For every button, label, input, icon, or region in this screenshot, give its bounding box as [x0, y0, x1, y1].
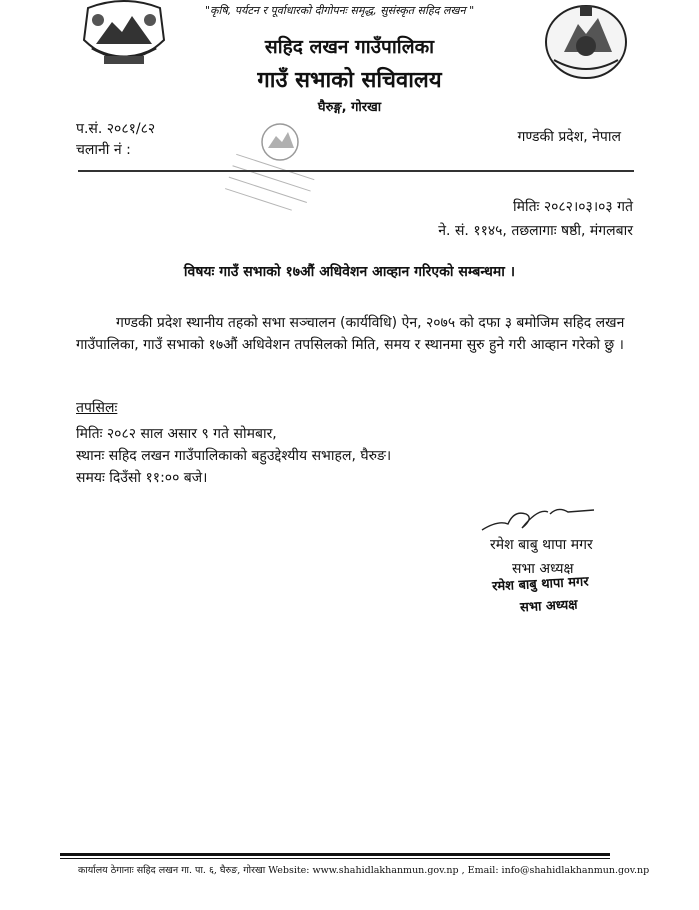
- details-time: समयः दिउँसो ११:०० बजे।: [76, 470, 208, 486]
- letter-body-text: गण्डकी प्रदेश स्थानीय तहको सभा सञ्चालन (कार्यविधि) ऐन, २०७५ को दफा ३ बमोजिम सहिद लखन गाउँपालिका, गाउँ सभाको १७औं अधिवेशन तपसिलको मिति, समय र स्थानमा सुरु हुने गरी आव्हान गरेको छु ।: [76, 315, 625, 353]
- slogan: "कृषि, पर्यटन र पूर्वाधारको दीगोपनः समृद्ध, सुसंस्कृत सहिद लखन ": [205, 4, 475, 17]
- details-venue: स्थानः सहिद लखन गाउँपालिकाको बहुउद्देश्यीय सभाहल, घैरुङ।: [76, 448, 392, 464]
- date-nepal-sambat: ने. सं. ११४५, तछलागाः षष्ठी, मंगलबार: [438, 223, 633, 239]
- office-address: घैरुङ्ग, गोरखा: [317, 100, 382, 115]
- province-label: गण्डकी प्रदेश, नेपाल: [517, 129, 621, 145]
- details-heading: तपसिलः: [76, 400, 118, 416]
- signatory-stamp-title: सभा अध्यक्ष: [519, 597, 578, 616]
- date-bikram-sambat: मितिः २०८२।०३।०३ गते: [512, 199, 633, 215]
- footer-divider: [60, 853, 610, 856]
- footer-divider-thin: [60, 858, 610, 859]
- letter-body: [76, 312, 632, 356]
- details-date: मितिः २०८२ साल असार ९ गते सोमबार,: [76, 426, 277, 442]
- header-divider: [78, 170, 634, 172]
- office-stamp-icon: [220, 120, 320, 216]
- office-name: गाउँ सभाको सचिवालय: [257, 68, 442, 93]
- signatory-stamp-name: रमेश बाबु थापा मगर: [491, 574, 589, 595]
- signer-title: सभा अध्यक्ष: [512, 561, 574, 577]
- signer-name: रमेश बाबु थापा मगर: [490, 537, 593, 553]
- letter-subject: विषयः गाउँ सभाको १७औं अधिवेशन आव्हान गरिएको सम्बन्धमा ।: [183, 264, 516, 280]
- footer-contact: कार्यालय ठेगानाः सहिद लखन गा. पा. ६, घैरुङ, गोरखा Website: www.shahidlakhanmun.gov.np , Email: info@shahidlakhanmun.gov.np: [78, 865, 650, 876]
- signature-icon: [478, 500, 598, 540]
- reference-number: प.सं. २०८१/८२: [76, 121, 156, 137]
- organization-name: सहिद लखन गाउँपालिका: [264, 36, 435, 58]
- dispatch-number: चलानी नं :: [76, 142, 131, 158]
